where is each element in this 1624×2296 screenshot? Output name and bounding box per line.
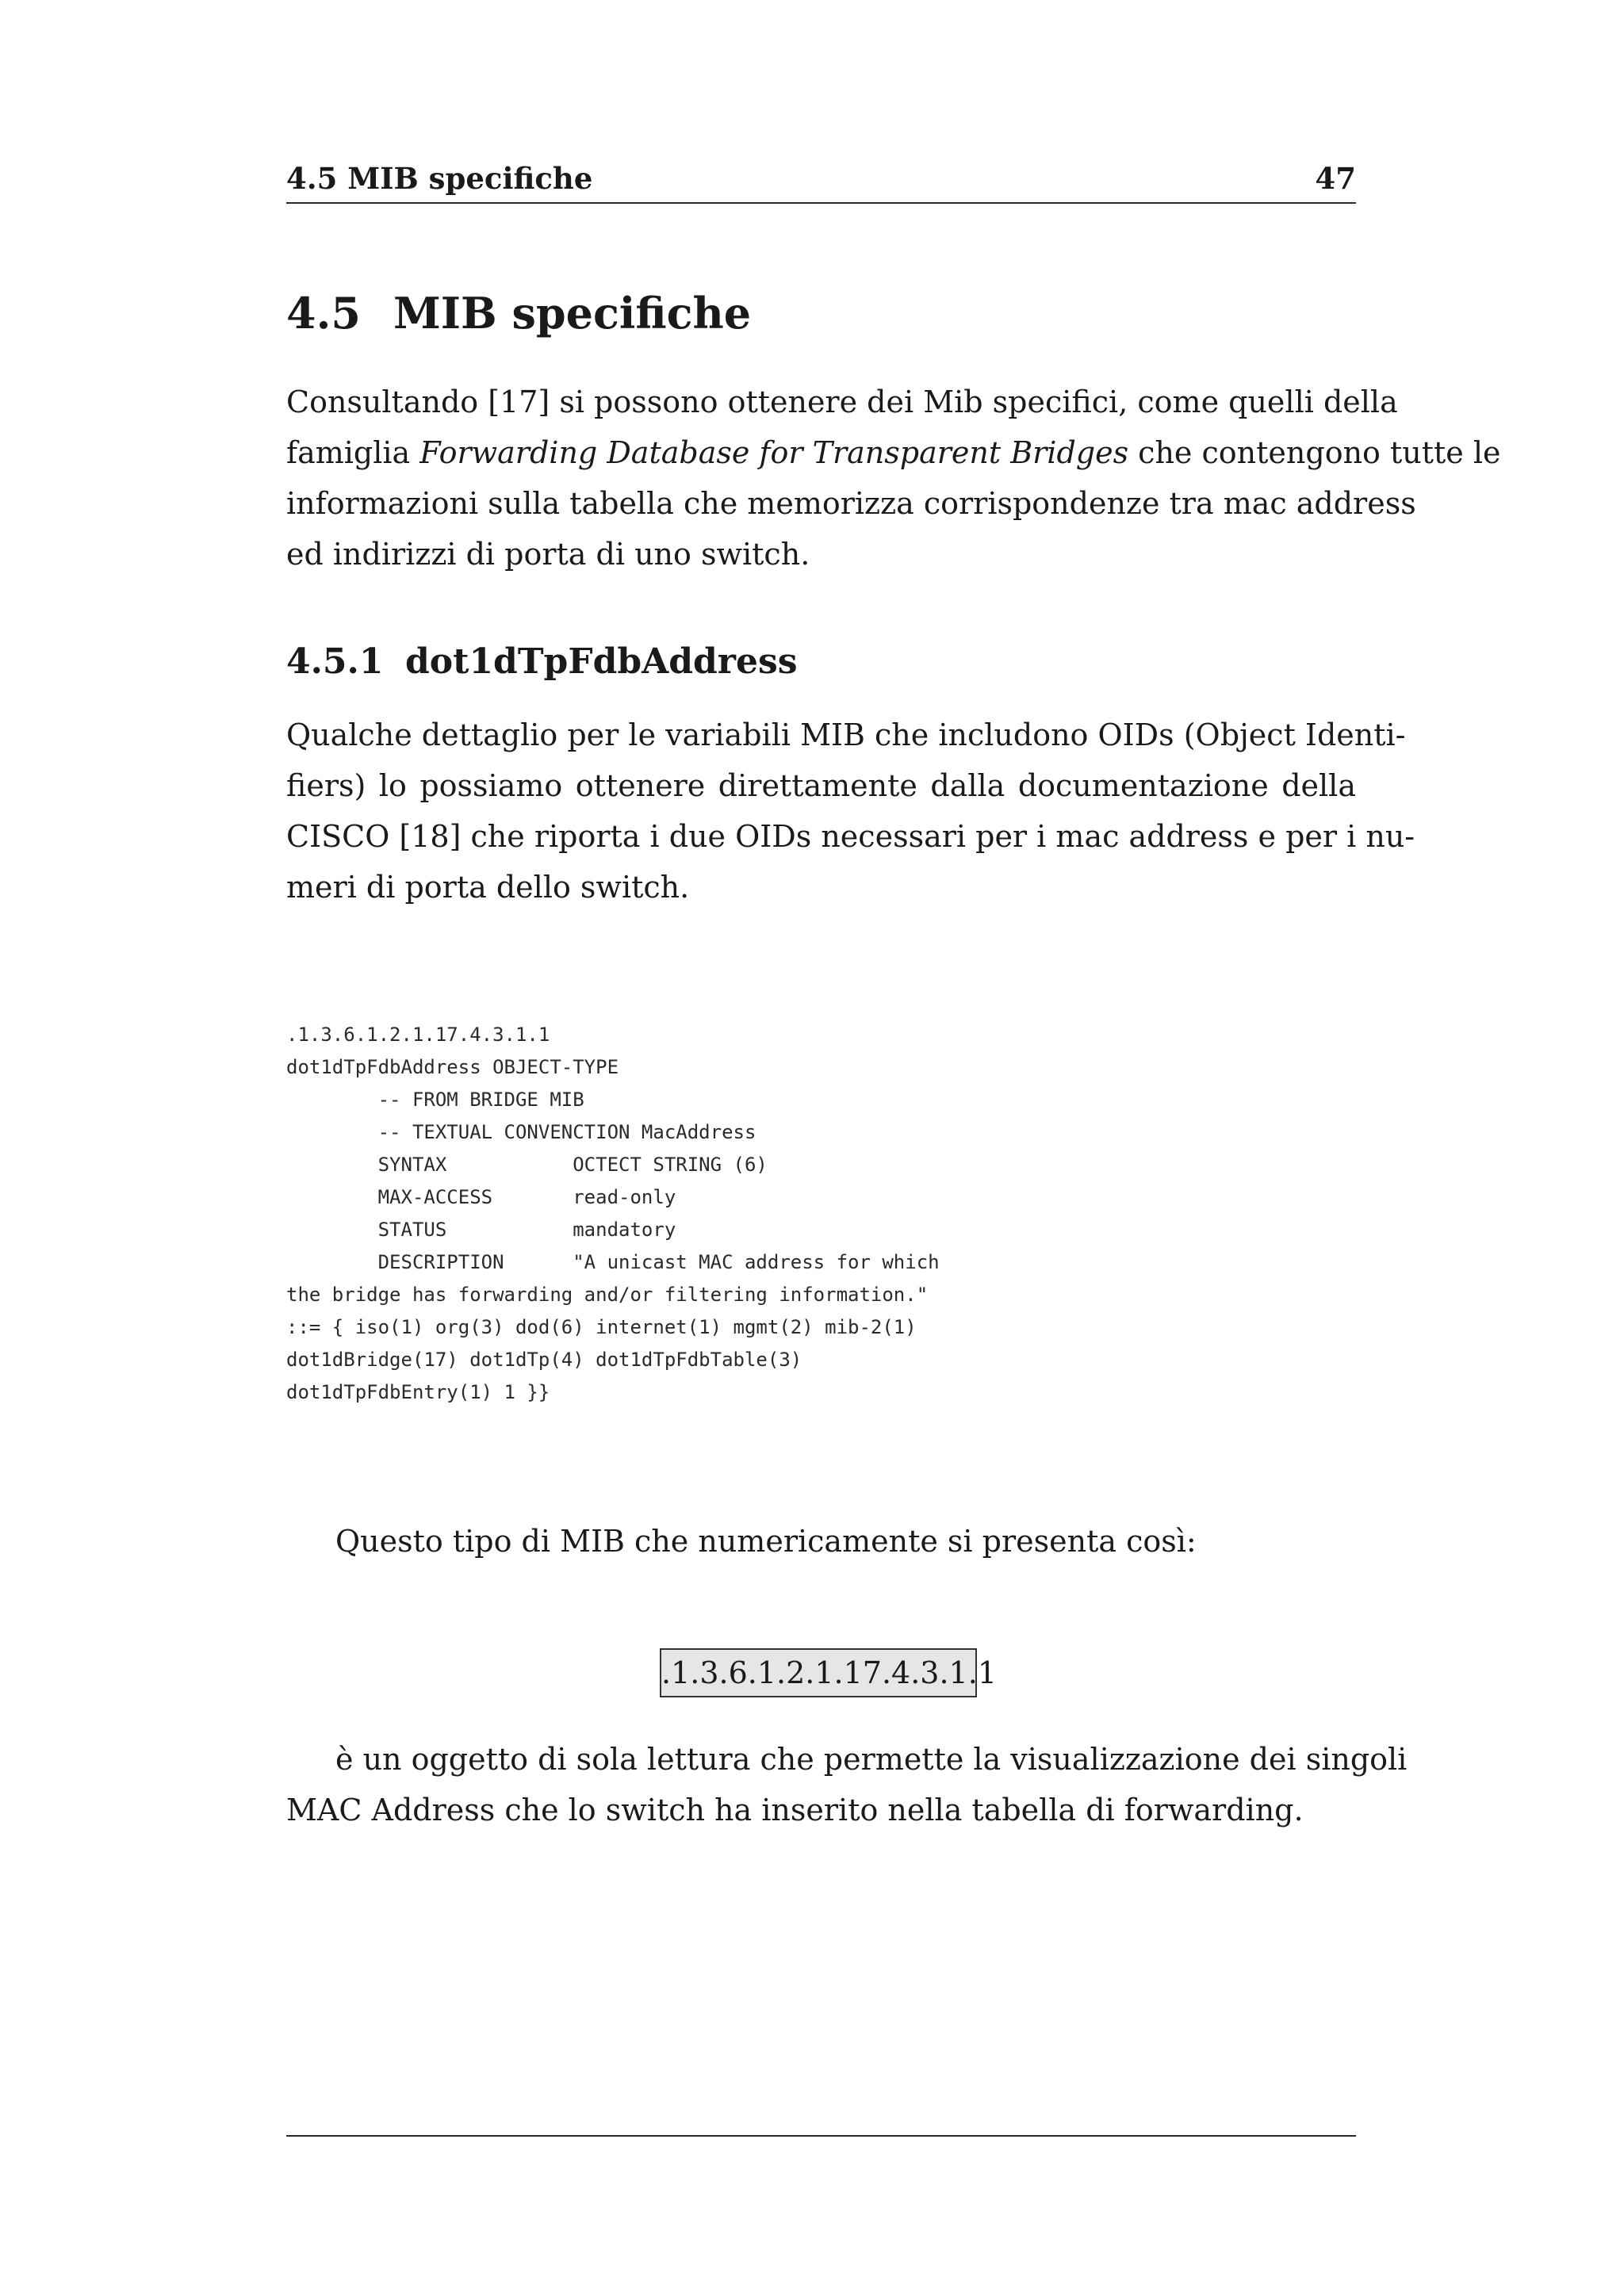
- paragraph-line: fiers) lo possiamo ottenere direttamente dalla documentazione della: [286, 768, 1356, 803]
- paragraph-line: Questo tipo di MIB che numericamente si presenta così:: [335, 1524, 1197, 1559]
- footer-rule: [286, 2135, 1356, 2137]
- running-title: 4.5 MIB specifiche: [286, 161, 593, 196]
- paragraph-line: ed indirizzi di porta di uno switch.: [286, 537, 810, 572]
- subsection-paragraph: [286, 710, 1415, 913]
- paragraph-line: meri di porta dello switch.: [286, 870, 690, 905]
- paragraph-line: informazioni sulla tabella che memorizza corrispondenze tra mac address: [286, 486, 1416, 521]
- paragraph-line: Consultando [17] si possono ottenere dei Mib specifici, come quelli della: [286, 385, 1398, 419]
- numeric-intro-paragraph: [286, 1516, 1356, 1567]
- paragraph-text: famiglia: [286, 435, 420, 470]
- closing-paragraph: [286, 1734, 1408, 1835]
- paragraph-line: è un oggetto di sola lettura che permette la visualizzazione dei singoli: [335, 1742, 1408, 1777]
- section-heading: [286, 281, 751, 345]
- paragraph-line: CISCO [18] che riporta i due OIDs necessari per i mac address e per i nu-: [286, 819, 1415, 854]
- intro-paragraph: [286, 377, 1501, 580]
- paragraph-line: Qualche dettaglio per le variabili MIB che includono OIDs (Object Identi-: [286, 718, 1406, 752]
- paragraph-text: che contengono tutte le: [1128, 435, 1501, 470]
- italic-term: Forwarding Database for Transparent Bridges: [419, 435, 1129, 470]
- oid-box: .1.3.6.1.2.1.17.4.3.1.1: [660, 1648, 977, 1697]
- paragraph-line: [286, 427, 1501, 478]
- page-number: 47: [1315, 161, 1356, 196]
- running-header: [286, 155, 1356, 204]
- subsection-number: 4.5.1: [286, 641, 384, 682]
- code-listing: .1.3.6.1.2.1.17.4.3.1.1 dot1dTpFdbAddress OBJECT-TYPE -- FROM BRIDGE MIB -- TEXTUAL CONVENCTION MacAddress SYNTAX OCTECT STRING (6) MAX-ACCESS read-only STATUS mandatory DESCRIPTION "A unicast MAC address for which the bridge has forwarding and/or filtering information." ::= { iso(1) org(3) dod(6) internet(1) mgmt(2) mib-2(1) dot1dBridge(17) dot1dTp(4) dot1dTpFdbTable(3) dot1dTpFdbEntry(1) 1 }}: [286, 1024, 940, 1403]
- paragraph-line: MAC Address che lo switch ha inserito nella tabella di forwarding.: [286, 1793, 1304, 1827]
- section-title: MIB specifiche: [393, 288, 752, 339]
- section-number: 4.5: [286, 288, 361, 339]
- subsection-title: dot1dTpFdbAddress: [405, 641, 798, 682]
- subsection-heading: [286, 634, 797, 690]
